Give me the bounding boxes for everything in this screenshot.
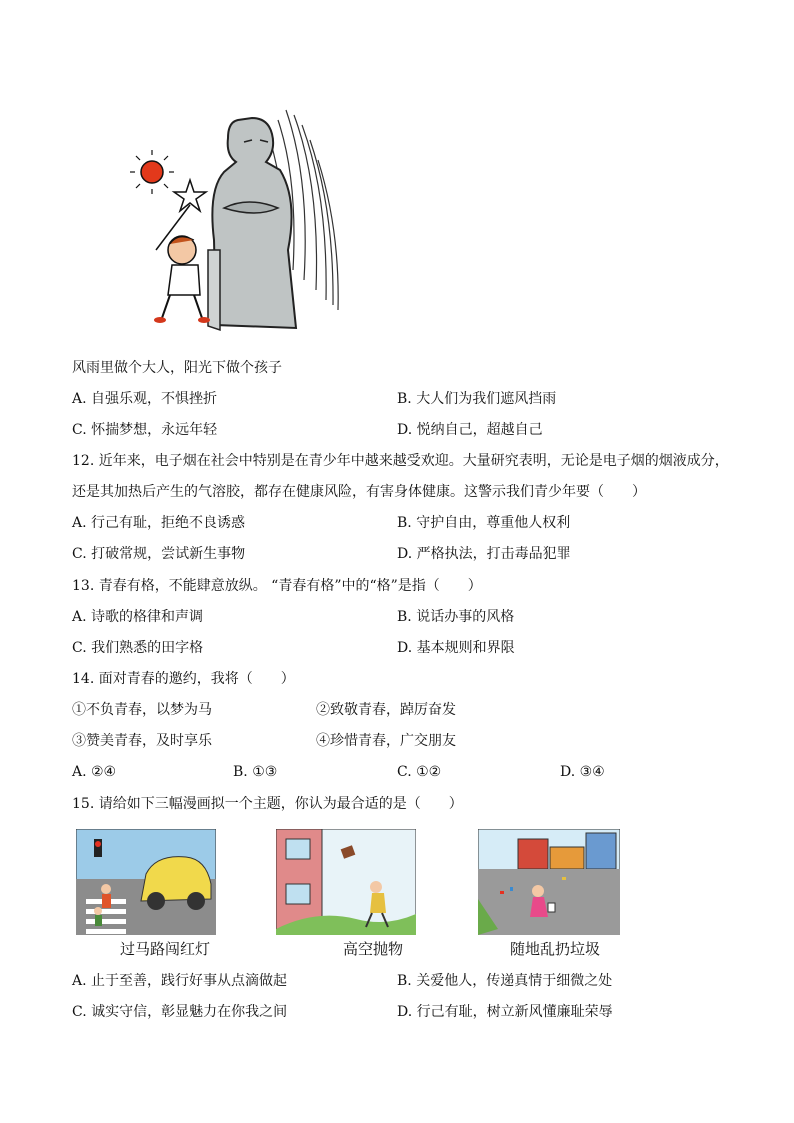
q14-option-b: B. ①③ xyxy=(233,764,278,780)
q12-option-d: D. 严格执法，打击毒品犯罪 xyxy=(397,546,571,562)
q12-option-c: C. 打破常规，尝试新生事物 xyxy=(72,546,246,562)
q13-option-a: A. 诗歌的格律和声调 xyxy=(72,609,204,625)
q15-stem: 15. 请给如下三幅漫画拟一个主题，你认为最合适的是（ ） xyxy=(72,796,463,812)
q14-option-a: A. ②④ xyxy=(72,764,117,780)
q15-option-d: D. 行己有耻，树立新风懂廉耻荣辱 xyxy=(397,1004,613,1020)
q11-option-b: B. 大人们为我们遮风挡雨 xyxy=(397,391,557,407)
q11-option-d: D. 悦纳自己，超越自己 xyxy=(397,422,543,438)
q14-option-c: C. ①② xyxy=(397,764,442,780)
comic-caption-1: 过马路闯红灯 xyxy=(120,940,211,958)
q14-option-d: D. ③④ xyxy=(560,764,605,780)
q13-option-c: C. 我们熟悉的田字格 xyxy=(72,640,204,656)
q13-option-b: B. 说话办事的风格 xyxy=(397,609,515,625)
q15-option-b: B. 关爱他人，传递真情于细微之处 xyxy=(397,973,613,989)
comic-caption-2: 高空抛物 xyxy=(343,940,404,958)
q14-item-4: ④珍惜青春，广交朋友 xyxy=(316,733,456,749)
q12-stem-line1: 12. 近年来，电子烟在社会中特别是在青少年中越来越受欢迎。大量研究表明，无论是电子烟的烟液成分， xyxy=(72,453,729,469)
q14-item-2: ②致敬青春，踔厉奋发 xyxy=(316,702,456,718)
q11-option-c: C. 怀揣梦想，永远年轻 xyxy=(72,422,218,438)
comic-littering xyxy=(478,829,620,935)
q13-option-d: D. 基本规则和界限 xyxy=(397,640,515,656)
comic-red-light xyxy=(76,829,216,935)
q12-option-a: A. 行己有耻，拒绝不良诱惑 xyxy=(72,515,246,531)
q12-stem-line2: 还是其加热后产生的气溶胶，都存在健康风险，有害身体健康。这警示我们青少年要（ ） xyxy=(72,484,646,500)
q15-option-c: C. 诚实守信，彰显魅力在你我之间 xyxy=(72,1004,288,1020)
q14-stem: 14. 面对青春的邀约，我将（ ） xyxy=(72,671,295,687)
q11-option-a: A. 自强乐观，不惧挫折 xyxy=(72,391,218,407)
q14-item-1: ①不负青春，以梦为马 xyxy=(72,702,212,718)
q12-option-b: B. 守护自由，尊重他人权利 xyxy=(397,515,571,531)
q15-option-a: A. 止于至善，践行好事从点滴做起 xyxy=(72,973,288,989)
q11-caption: 风雨里做个大人，阳光下做个孩子 xyxy=(72,360,282,376)
q14-item-3: ③赞美青春，及时享乐 xyxy=(72,733,212,749)
statue-child-cartoon xyxy=(128,100,348,340)
comic-high-throw xyxy=(276,829,416,935)
comic-caption-3: 随地乱扔垃圾 xyxy=(510,940,601,958)
q13-stem: 13. 青春有格，不能肆意放纵。 “青春有格”中的“格”是指（ ） xyxy=(72,578,482,594)
